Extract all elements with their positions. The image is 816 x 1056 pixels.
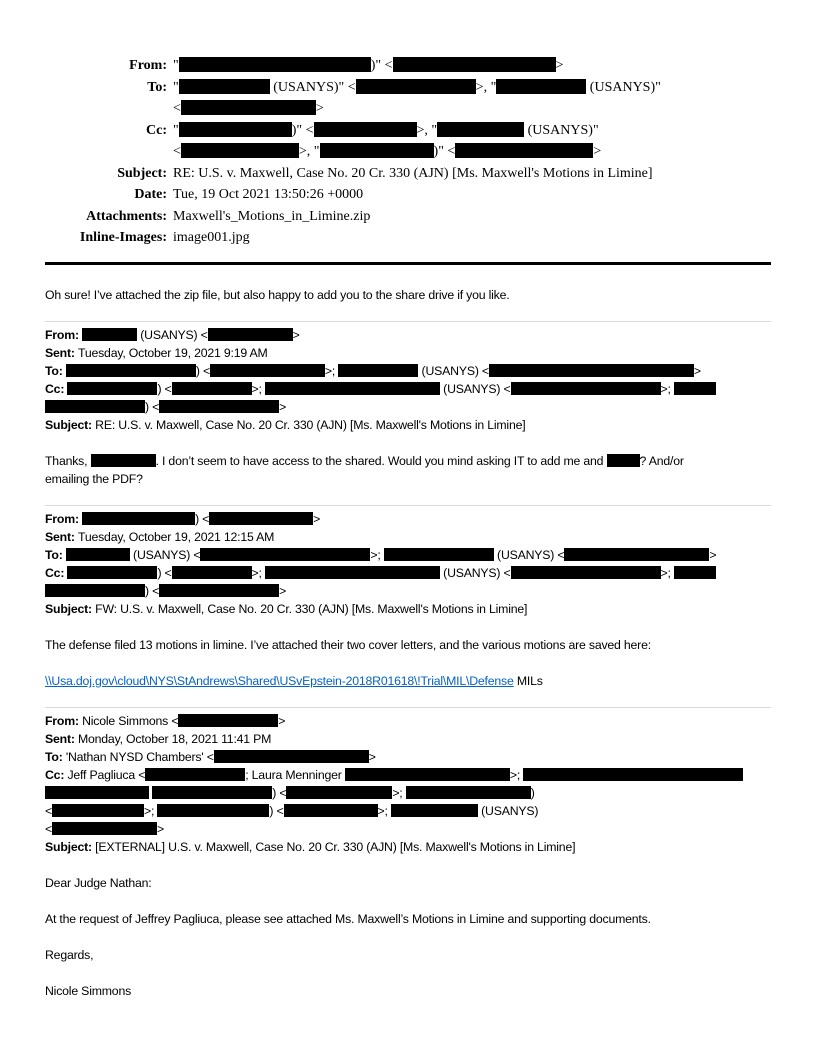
- email-body-paragraph: Regards,: [45, 948, 94, 962]
- meta-label: Subject:: [45, 418, 96, 432]
- redaction-bar: [511, 566, 661, 579]
- redaction-bar: [345, 768, 510, 781]
- meta-label: Cc:: [45, 382, 68, 396]
- redaction-bar: [286, 786, 392, 799]
- meta-label: To:: [45, 548, 66, 562]
- meta-label: From:: [45, 512, 83, 526]
- meta-line: To: (USANYS) < >; (USANYS) < >: [45, 548, 717, 562]
- redaction-bar: [208, 328, 293, 341]
- redaction-bar: [52, 804, 144, 817]
- redaction-bar: [284, 804, 378, 817]
- email-body: [45, 286, 771, 1000]
- header-field-value: [173, 206, 771, 228]
- meta-line: Sent: Tuesday, October 19, 2021 12:15 AM: [45, 530, 275, 544]
- header-field-row: [45, 184, 771, 206]
- redaction-bar: [181, 143, 299, 158]
- redaction-bar: [523, 768, 743, 781]
- header-field-label: Attachments:: [86, 208, 167, 224]
- header-value-line: " (USANYS)" < >, " (USANYS)": [173, 79, 661, 95]
- email-body-paragraph: Dear Judge Nathan:: [45, 876, 152, 890]
- meta-label: Cc:: [45, 566, 68, 580]
- redaction-bar: [391, 804, 478, 817]
- meta-label: To:: [45, 750, 66, 764]
- redaction-bar: [145, 768, 245, 781]
- redaction-bar: [152, 786, 272, 799]
- redaction-bar: [82, 512, 195, 525]
- meta-label: Sent:: [45, 732, 78, 746]
- meta-line: < >; ) < >; (USANYS): [45, 804, 539, 818]
- email-body-paragraph: At the request of Jeffrey Pagliuca, please see attached Ms. Maxwell’s Motions in Limine and supporting documents.: [45, 912, 651, 926]
- header-field-row: [45, 227, 771, 249]
- meta-line: To: ) < >; (USANYS) < >: [45, 364, 701, 378]
- redaction-bar: [200, 548, 370, 561]
- redaction-bar: [511, 382, 661, 395]
- header-value-line: Tue, 19 Oct 2021 13:50:26 +0000: [173, 187, 364, 202]
- redaction-bar: [172, 382, 252, 395]
- email-body-paragraph: Oh sure! I’ve attached the zip file, but also happy to add you to the share drive if you like.: [45, 288, 510, 302]
- redaction-bar: [209, 512, 313, 525]
- meta-line: Sent: Tuesday, October 19, 2021 9:19 AM: [45, 346, 268, 360]
- meta-line: From: Nicole Simmons < >: [45, 714, 286, 728]
- meta-line: Cc: ) < >; (USANYS) < >;: [45, 564, 771, 582]
- header-field-value: [173, 184, 771, 206]
- meta-line: Subject: FW: U.S. v. Maxwell, Case No. 20 Cr. 330 (AJN) [Ms. Maxwell's Motions in Limine]: [45, 602, 528, 616]
- redaction-bar: [338, 364, 418, 377]
- redaction-bar: [384, 548, 494, 561]
- meta-label: From:: [45, 328, 83, 342]
- redaction-bar: [179, 122, 292, 137]
- header-field-label: Inline-Images:: [79, 230, 167, 245]
- meta-line: ) < >; ): [45, 784, 771, 802]
- redaction-bar: [607, 454, 640, 467]
- header-field-label: To:: [147, 79, 167, 95]
- redaction-bar: [674, 382, 716, 395]
- meta-line: From: (USANYS) < >: [45, 328, 300, 342]
- email-body-paragraph: Thanks, . I don’t seem to have access to the shared. Would you mind asking IT to add me and ? And/or emailing the PDF?: [45, 454, 684, 486]
- header-value-line: < >: [173, 101, 324, 116]
- redaction-bar: [214, 750, 369, 763]
- redaction-bar: [52, 822, 157, 835]
- header-field-value: [173, 77, 771, 120]
- redaction-bar: [455, 143, 593, 158]
- meta-label: Subject:: [45, 840, 96, 854]
- header-field-row: [45, 55, 771, 77]
- meta-label: Sent:: [45, 530, 78, 544]
- redaction-bar: [66, 364, 196, 377]
- redaction-bar: [159, 584, 279, 597]
- redaction-bar: [45, 400, 145, 413]
- meta-label: Subject:: [45, 602, 96, 616]
- meta-line: From: ) < >: [45, 512, 321, 526]
- redaction-bar: [82, 328, 137, 341]
- meta-line: Cc: ) < >; (USANYS) < >;: [45, 380, 771, 398]
- redaction-bar: [496, 79, 586, 94]
- redaction-bar: [157, 804, 269, 817]
- redaction-bar: [181, 100, 316, 115]
- redaction-bar: [45, 584, 145, 597]
- header-field-label: Subject:: [117, 165, 167, 181]
- header-field-value: [173, 120, 771, 163]
- meta-line: < >: [45, 822, 164, 836]
- header-field-label: Cc:: [146, 122, 167, 138]
- header-value-line: RE: U.S. v. Maxwell, Case No. 20 Cr. 330 (AJN) [Ms. Maxwell's Motions in Limine]: [173, 165, 653, 181]
- meta-label: Cc:: [45, 768, 68, 782]
- redaction-bar: [179, 57, 371, 72]
- email-body-paragraph: Nicole Simmons: [45, 984, 132, 998]
- header-divider: [45, 262, 771, 266]
- header-field-value: [173, 163, 771, 185]
- meta-line: ) < >: [45, 582, 771, 600]
- header-value-line: " )" < >, " (USANYS)": [173, 122, 599, 138]
- header-field-label: Date:: [134, 187, 167, 202]
- email-body-paragraph: \\Usa.doj.gov\cloud\NYS\StAndrews\Shared\USvEpstein-2018R01618\!Trial\MIL\Defense MILs: [45, 674, 543, 688]
- email-body-paragraph: The defense filed 13 motions in limine. I’ve attached their two cover letters, and the various motions are saved here:: [45, 638, 651, 652]
- meta-line: Subject: [EXTERNAL] U.S. v. Maxwell, Case No. 20 Cr. 330 (AJN) [Ms. Maxwell's Motions in Limine]: [45, 840, 576, 854]
- email-header: [45, 55, 771, 249]
- redaction-bar: [179, 79, 270, 94]
- redaction-bar: [437, 122, 524, 137]
- redaction-bar: [564, 548, 709, 561]
- redaction-bar: [265, 566, 440, 579]
- meta-line: ) < >: [45, 398, 771, 416]
- meta-line: Subject: RE: U.S. v. Maxwell, Case No. 20 Cr. 330 (AJN) [Ms. Maxwell's Motions in Limine]: [45, 418, 526, 432]
- redaction-bar: [489, 364, 694, 377]
- redaction-bar: [159, 400, 279, 413]
- redaction-bar: [393, 57, 556, 72]
- quoted-email-separator: [45, 505, 771, 618]
- header-value-line: Maxwell's_Motions_in_Limine.zip: [173, 208, 371, 224]
- redaction-bar: [210, 364, 325, 377]
- header-value-line: " )" < >: [173, 58, 564, 73]
- meta-line: Sent: Monday, October 18, 2021 11:41 PM: [45, 732, 272, 746]
- redaction-bar: [314, 122, 417, 137]
- quoted-email-separator: [45, 321, 771, 434]
- redaction-bar: [66, 548, 130, 561]
- redaction-bar: [406, 786, 531, 799]
- redaction-bar: [67, 566, 157, 579]
- meta-label: Sent:: [45, 346, 78, 360]
- file-share-link[interactable]: \\Usa.doj.gov\cloud\NYS\StAndrews\Shared\USvEpstein-2018R01618\!Trial\MIL\Defense: [45, 674, 514, 688]
- redaction-bar: [356, 79, 476, 94]
- header-value-line: image001.jpg: [173, 230, 250, 245]
- header-field-row: [45, 163, 771, 185]
- header-field-value: [173, 55, 771, 77]
- header-field-label: From:: [129, 58, 167, 73]
- header-field-row: [45, 77, 771, 120]
- redaction-bar: [178, 714, 278, 727]
- redaction-bar: [172, 566, 252, 579]
- meta-line: To: 'Nathan NYSD Chambers' < >: [45, 750, 376, 764]
- meta-label: From:: [45, 714, 83, 728]
- header-field-row: [45, 206, 771, 228]
- redaction-bar: [674, 566, 716, 579]
- quoted-email-separator: [45, 707, 771, 856]
- header-field-row: [45, 120, 771, 163]
- header-field-value: [173, 227, 771, 249]
- meta-line: Cc: Jeff Pagliuca < ; Laura Menninger >;: [45, 766, 771, 784]
- redaction-bar: [91, 454, 156, 467]
- redaction-bar: [67, 382, 157, 395]
- redaction-bar: [45, 786, 149, 799]
- header-value-line: < >, " )" < >: [173, 144, 602, 159]
- meta-label: To:: [45, 364, 66, 378]
- redaction-bar: [320, 143, 434, 158]
- redaction-bar: [265, 382, 440, 395]
